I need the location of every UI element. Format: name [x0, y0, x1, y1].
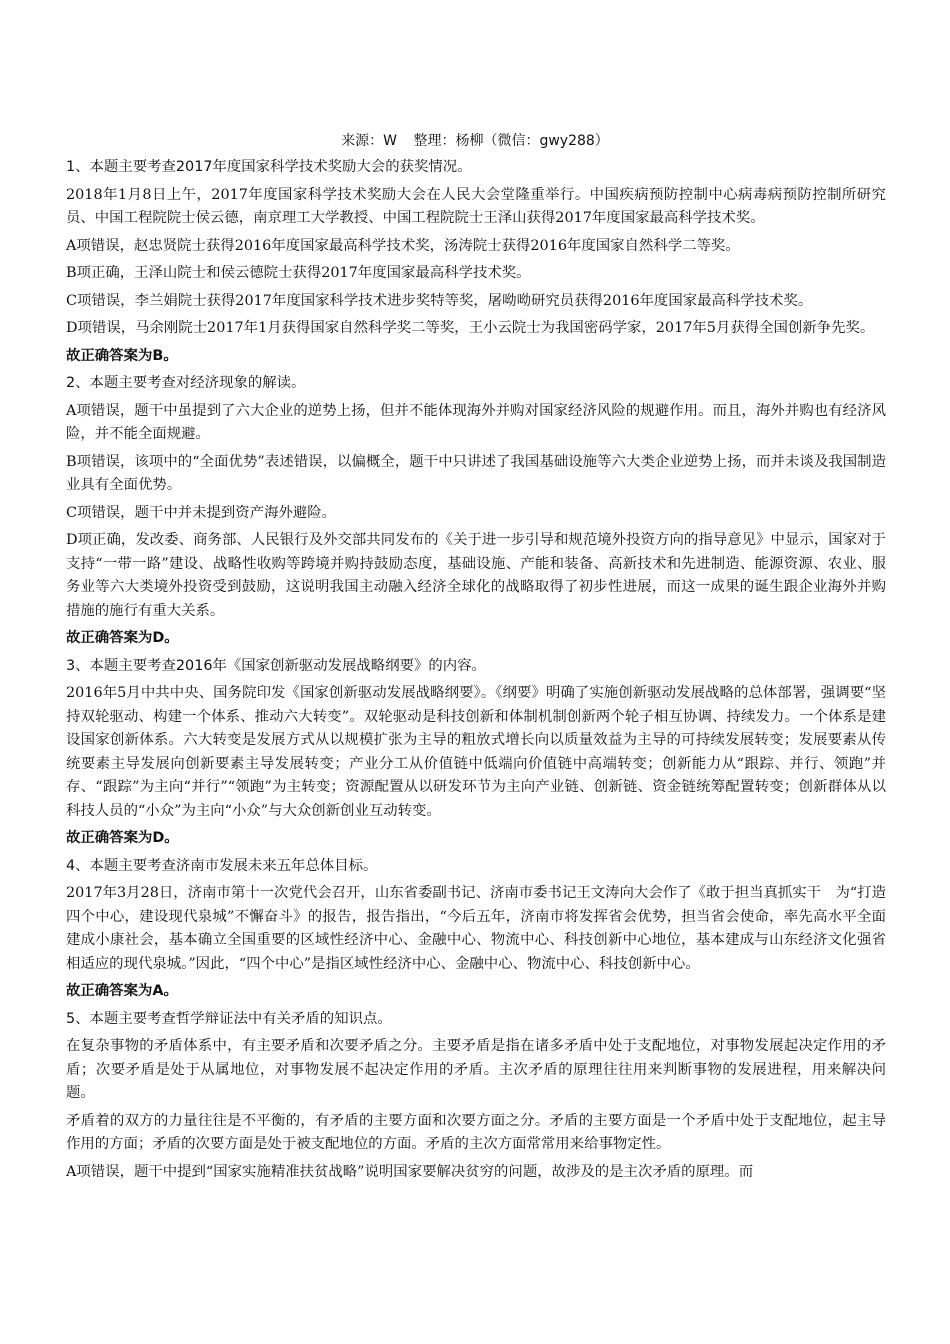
question-1-option-b: B项正确，王泽山院士和侯云德院士获得2017年度国家最高科学技术奖。: [66, 265, 531, 281]
source-label: 来源：W: [341, 133, 398, 149]
question-5-option-a: A项错误，题干中提到“国家实施精准扶贫战略”说明国家要解决贫穷的问题，故涉及的是主次矛盾的原理。而: [66, 1163, 754, 1180]
question-5-paragraph-1: 在复杂事物的矛盾体系中，有主要矛盾和次要矛盾之分。主要矛盾是指在诸多矛盾中处于支配地位，对事物发展起决定作用的矛盾；次要矛盾是处于从属地位，对事物发展不起决定作用的矛盾。主次矛盾的原理往往用来判断事物的发展进程，用来解决问题。: [66, 1038, 886, 1101]
question-3-paragraph: 2016年5月中共中央、国务院印发《国家创新驱动发展战略纲要》。《纲要》明确了实施创新驱动发展战略的总体部署，强调要“坚持双轮驱动、构建一个体系、推动六大转变”。双轮驱动是科技创新和体制机制创新两个轮子相互协调、持续发力。一个体系是建设国家创新体系。六大转变是发展方式从以规模扩张为主导的粗放式增长向以质量效益为主导的可持续发展转变；发展要素从传统要素主导发展向创新要素主导发展转变；产业分工从价值链中低端向价值链中高端转变；创新能力从“跟踪、并行、领跑”并存、“跟踪”为主向“并行”“领跑”为主转变；资源配置从以研发环节为主向产业链、创新链、资金链统筹配置转变；创新群体从以科技人员的“小众”为主向“小众”与大众创新创业互动转变。: [66, 685, 886, 819]
question-4-heading: 4、本题主要考查济南市发展未来五年总体目标。: [66, 857, 378, 874]
question-3-answer: 故正确答案为D。: [66, 830, 179, 846]
question-2-answer: 故正确答案为D。: [66, 630, 179, 646]
question-2-option-a: A项错误，题干中虽提到了六大企业的逆势上扬，但并不能体现海外并购对国家经济风险的规避作用。而且，海外并购也有经济风险，并不能全面规避。: [66, 402, 886, 442]
question-1-option-d: D项错误，马余刚院士2017年1月获得国家自然科学奖二等奖，王小云院士为我国密码学家，2017年5月获得全国创新争先奖。: [66, 320, 875, 336]
question-1-option-a: A项错误，赵忠贤院士获得2016年度国家最高科学技术奖，汤涛院士获得2016年度国家自然科学二等奖。: [66, 237, 740, 254]
question-4-paragraph: 2017年3月28日，济南市第十一次党代会召开，山东省委副书记、济南市委书记王文涛向大会作了《敢于担当真抓实干 为“打造四个中心，建设现代泉城”不懈奋斗》的报告，报告指出，“今后五年，济南市将发挥省会优势，担当省会使命，率先高水平全面建成小康社会，基本确立全国重要的区域性经济中心、金融中心、物流中心、科技创新中心地位，基本建成与山东经济文化强省相适应的现代泉城。”因此，“四个中心”是指区域性经济中心、金融中心、物流中心、科技创新中心。: [66, 885, 886, 972]
question-2-option-d: D项正确，发改委、商务部、人民银行及外交部共同发布的《关于进一步引导和规范境外投资方向的指导意见》中显示，国家对于支持“一带一路”建设、战略性收购等跨境并购持鼓励态度，基础设施、产能和装备、高新技术和先进制造、能源资源、农业、服务业等六大类境外投资受到鼓励，这说明我国主动融入经济全球化的战略取得了初步性进展，而这一成果的诞生跟企业海外并购措施的施行有重大关系。: [66, 532, 886, 619]
question-5-heading: 5、本题主要考查哲学辩证法中有关矛盾的知识点。: [66, 1010, 392, 1027]
organizer-label: 整理：杨柳（微信：gwy288）: [413, 133, 609, 149]
question-4-answer: 故正确答案为A。: [66, 983, 178, 999]
question-1-option-c: C项错误，李兰娟院士获得2017年度国家科学技术进步奖特等奖，屠呦呦研究员获得2016年度国家最高科学技术奖。: [66, 292, 813, 309]
question-2-option-c: C项错误，题干中并未提到资产海外避险。: [66, 504, 337, 521]
question-2-option-b: B项错误，该项中的“全面优势”表述错误，以偏概全，题干中只讲述了我国基础设施等六大类企业逆势上扬，而并未谈及我国制造业具有全面优势。: [66, 453, 886, 493]
question-1-answer: 故正确答案为B。: [66, 347, 178, 364]
question-5-paragraph-2: 矛盾着的双方的力量往往是不平衡的，有矛盾的主要方面和次要方面之分。矛盾的主要方面是一个矛盾中处于支配地位，起主导作用的方面；矛盾的次要方面是处于被支配地位的方面。矛盾的主次方面常常用来给事物定性。: [66, 1112, 886, 1152]
answer-explanations: [66, 156, 886, 1188]
question-3-heading: 3、本题主要考查2016年《国家创新驱动发展战略纲要》的内容。: [66, 657, 486, 674]
question-1-paragraph: 2018年1月8日上午，2017年度国家科学技术奖励大会在人民大会堂隆重举行。中国疾病预防控制中心病毒病预防控制所研究员、中国工程院院士侯云德，南京理工大学教授、中国工程院院士王泽山获得2017年度国家最高科学技术奖。: [66, 186, 886, 226]
question-2-heading: 2、本题主要考查对经济现象的解读。: [66, 375, 306, 391]
question-1-heading: 1、本题主要考查2017年度国家科学技术奖励大会的获奖情况。: [66, 159, 472, 175]
source-header: [0, 131, 950, 151]
